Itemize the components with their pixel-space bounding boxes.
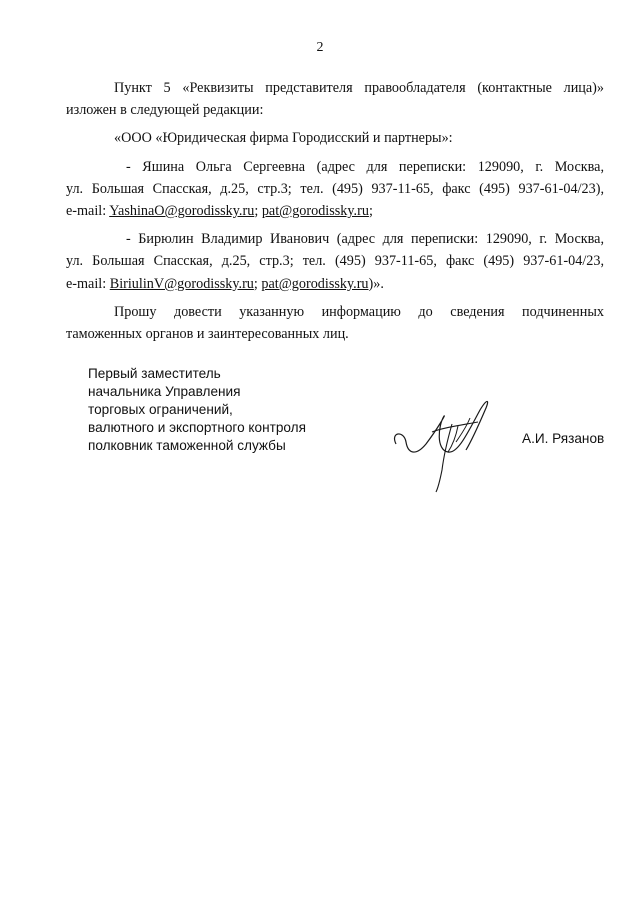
separator: ; <box>253 275 262 292</box>
signatory-title-line: Первый заместитель <box>88 366 221 381</box>
signatory-title-line: начальника Управления <box>88 384 241 399</box>
email-link-pat[interactable]: pat@gorodissky.ru <box>261 275 369 292</box>
company-name: «ООО «Юридическая фирма Городисский и партнеры»: <box>114 130 453 147</box>
request-line2: таможенных органов и заинтересованных лиц. <box>66 326 349 343</box>
person1-line1: - Яшина Ольга Сергеевна (адрес для переписки: 129090, г. Москва, <box>126 158 604 175</box>
signatory-title-line: полковник таможенной службы <box>88 438 286 453</box>
email-link-yashina[interactable]: YashinaO@gorodissky.ru <box>109 203 255 220</box>
letter-body <box>66 77 604 345</box>
email-label: e-mail: <box>66 203 110 220</box>
person2-email-line <box>66 273 604 295</box>
signatory-title-block <box>88 365 306 455</box>
email-label: e-mail: <box>66 275 110 292</box>
page-number: 2 <box>316 40 324 55</box>
paragraph-intro-line2: изложен в следующей редакции: <box>66 102 264 119</box>
signer-name: А.И. Рязанов <box>522 431 605 446</box>
request-line1: Прошу довести указанную информацию до сведения подчиненных <box>114 303 604 320</box>
paragraph-intro-line1: Пункт 5 «Реквизиты представителя правообладателя (контактные лица)» <box>114 80 604 96</box>
person2-line1: - Бирюлин Владимир Иванович (адрес для переписки: 129090, г. Москва, <box>126 231 604 248</box>
line-end: )». <box>368 275 384 292</box>
line-end: ; <box>368 203 373 220</box>
handwritten-signature <box>386 392 506 497</box>
email-link-biriulin[interactable]: BiriulinV@gorodissky.ru <box>109 275 254 292</box>
signatory-title-line: валютного и экспортного контроля <box>88 420 306 435</box>
person1-email-line <box>66 200 604 222</box>
separator: ; <box>254 203 262 220</box>
person2-line2: ул. Большая Спасская, д.25, стр.3; тел. (495) 937-11-65, факс (495) 937-61-04/23, <box>66 253 604 270</box>
signatory-title-line: торговых ограничений, <box>88 402 233 417</box>
email-link-pat[interactable]: pat@gorodissky.ru <box>261 203 369 220</box>
person1-line2: ул. Большая Спасская, д.25, стр.3; тел. (495) 937-11-65, факс (495) 937-61-04/23), <box>66 180 604 197</box>
